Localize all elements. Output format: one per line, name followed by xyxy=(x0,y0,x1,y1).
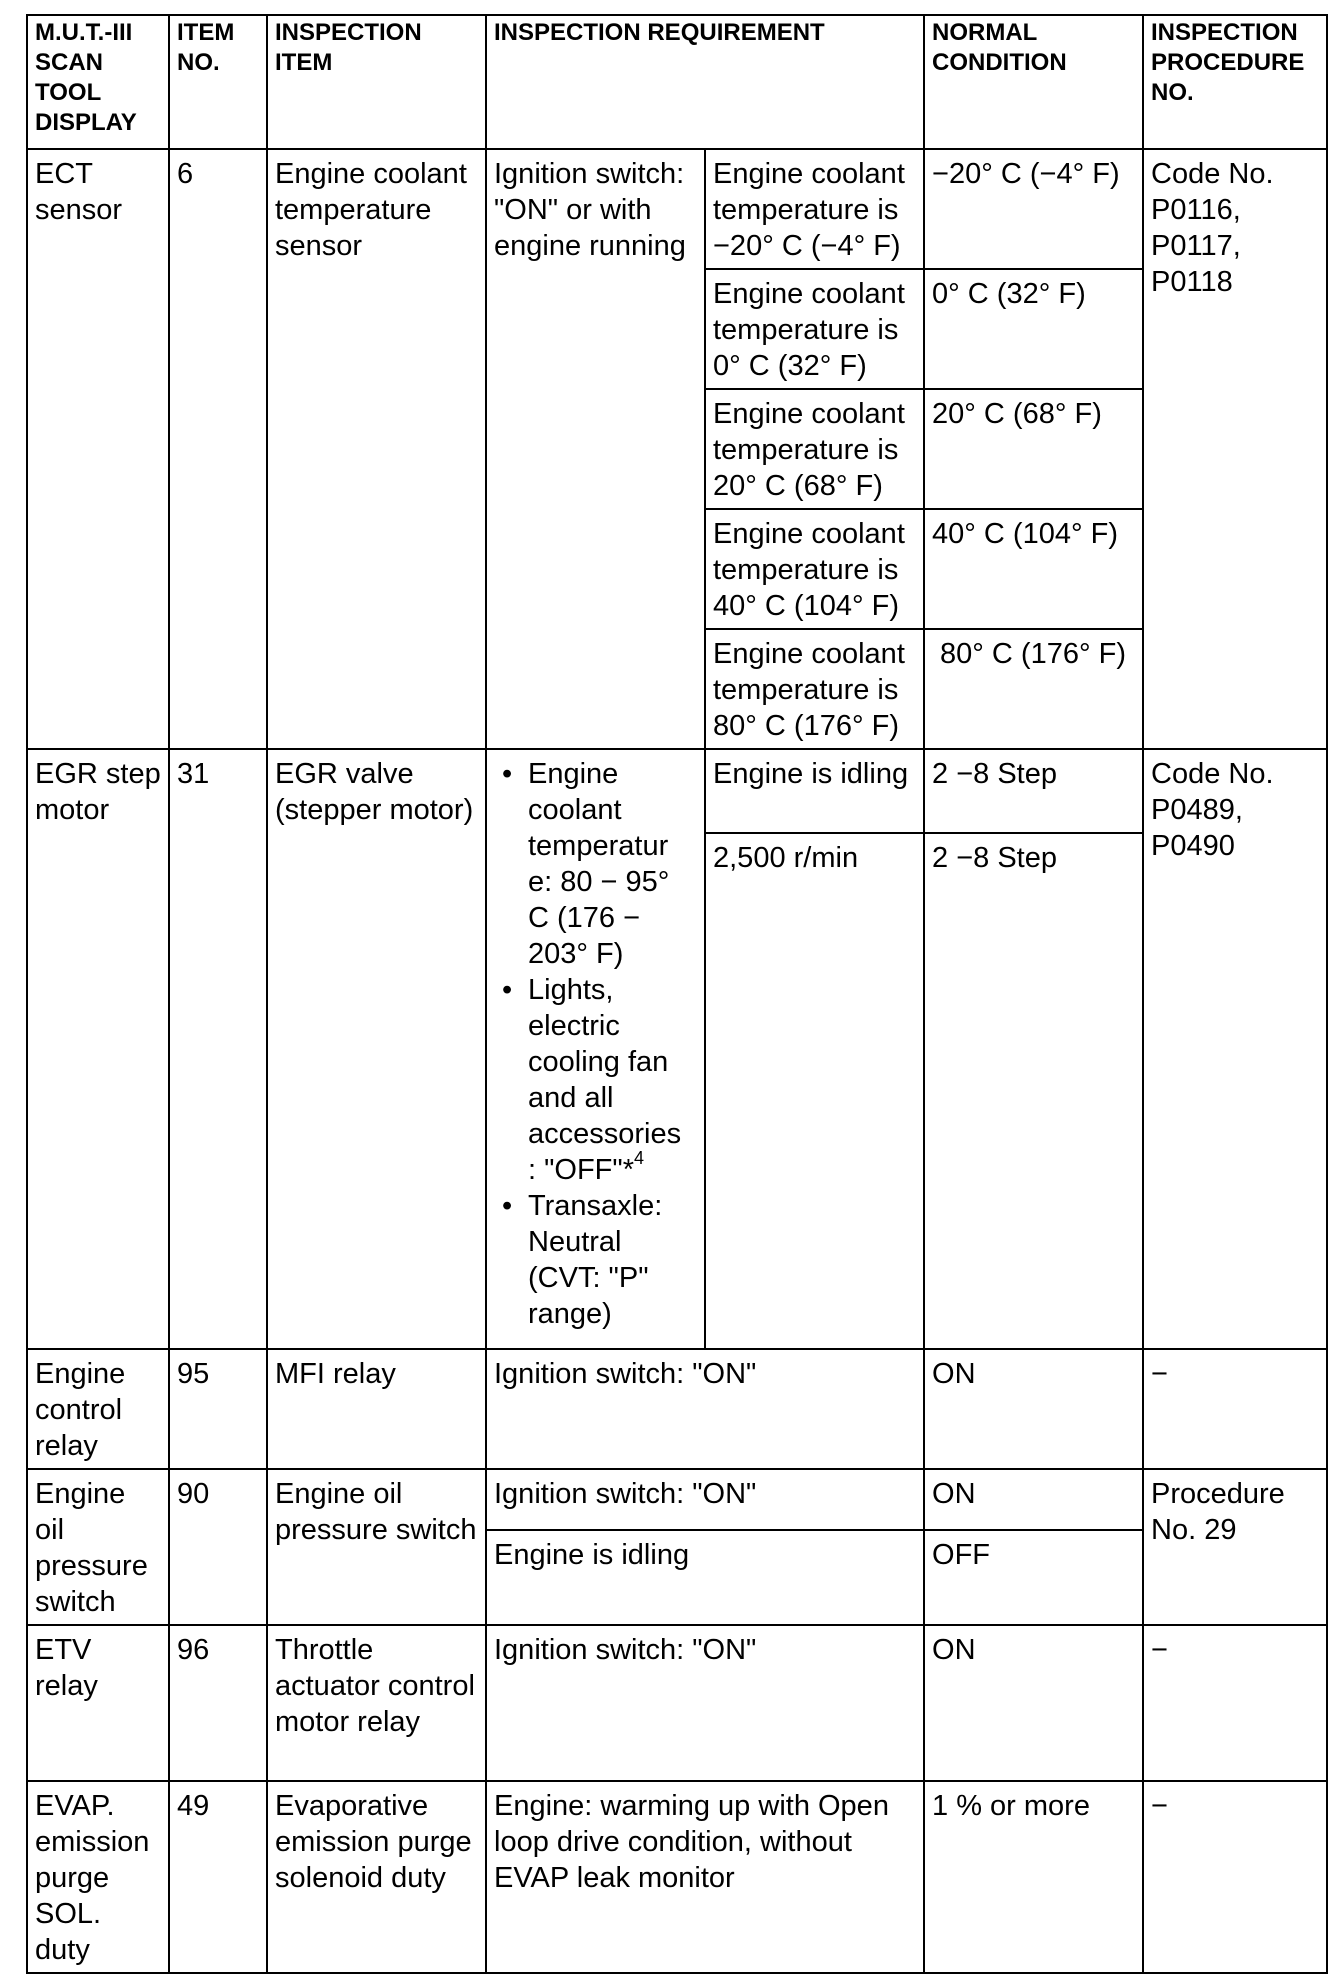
evap-requirement: Engine: warming up with Open loop drive condition, without EVAP leak monitor xyxy=(486,1781,924,1973)
egr-conditions xyxy=(486,749,705,1349)
list-item: • Engine coolant temperatur e: 80 − 95° C (176 − 203° F) xyxy=(528,756,697,972)
egr-item: EGR valve (stepper motor) xyxy=(267,749,486,1349)
evap-display: EVAP. emission purge SOL. duty xyxy=(27,1781,169,1973)
ecr-item: MFI relay xyxy=(267,1349,486,1469)
header-inspection-item: INSPECTION ITEM xyxy=(267,15,486,149)
ect-normal: 80° C (176° F) xyxy=(924,629,1143,749)
oil-item: Engine oil pressure switch xyxy=(267,1469,486,1625)
ect-normal: 20° C (68° F) xyxy=(924,389,1143,509)
ect-item-no: 6 xyxy=(169,149,267,749)
ecr-item-no: 95 xyxy=(169,1349,267,1469)
oil-requirement: Engine is idling xyxy=(486,1530,924,1625)
egr-normal: 2 −8 Step xyxy=(924,749,1143,833)
egr-condition-list xyxy=(494,756,697,1332)
evap-procedure: − xyxy=(1143,1781,1327,1973)
oil-display: Engine oil pressure switch xyxy=(27,1469,169,1625)
evap-item-no: 49 xyxy=(169,1781,267,1973)
ecr-requirement: Ignition switch: "ON" xyxy=(486,1349,924,1469)
ect-normal: 0° C (32° F) xyxy=(924,269,1143,389)
ecr-procedure: − xyxy=(1143,1349,1327,1469)
oil-procedure: Procedure No. 29 xyxy=(1143,1469,1327,1625)
list-item: • Transaxle: Neutral (CVT: "P" range) xyxy=(528,1188,697,1332)
oil-normal: ON xyxy=(924,1469,1143,1530)
table-row xyxy=(27,1349,1327,1469)
egr-display: EGR step motor xyxy=(27,749,169,1349)
oil-item-no: 90 xyxy=(169,1469,267,1625)
table-row xyxy=(27,1469,1327,1530)
egr-normal: 2 −8 Step xyxy=(924,833,1143,1349)
ect-item: Engine coolant temperature sensor xyxy=(267,149,486,749)
ect-requirement: Engine coolant temperature is 80° C (176° F) xyxy=(705,629,924,749)
table-row xyxy=(27,749,1327,833)
etv-normal: ON xyxy=(924,1625,1143,1781)
condition-text: Lights, electric cooling fan and all accessories : "OFF"* xyxy=(528,974,682,1186)
ect-requirement: Engine coolant temperature is −20° C (−4° F) xyxy=(705,149,924,269)
ect-normal: −20° C (−4° F) xyxy=(924,149,1143,269)
ecr-display: Engine control relay xyxy=(27,1349,169,1469)
header-normal: NORMAL CONDITION xyxy=(924,15,1143,149)
oil-normal: OFF xyxy=(924,1530,1143,1625)
table-row xyxy=(27,1625,1327,1781)
egr-item-no: 31 xyxy=(169,749,267,1349)
etv-item: Throttle actuator control motor relay xyxy=(267,1625,486,1781)
etv-requirement: Ignition switch: "ON" xyxy=(486,1625,924,1781)
header-row xyxy=(27,15,1327,149)
ect-requirement: Engine coolant temperature is 40° C (104° F) xyxy=(705,509,924,629)
ecr-normal: ON xyxy=(924,1349,1143,1469)
inspection-table xyxy=(26,14,1328,1974)
egr-requirement: Engine is idling xyxy=(705,749,924,833)
ect-requirement: Engine coolant temperature is 0° C (32° F) xyxy=(705,269,924,389)
etv-item-no: 96 xyxy=(169,1625,267,1781)
ect-condition: Ignition switch: "ON" or with engine running xyxy=(486,149,705,749)
ect-procedure: Code No. P0116, P0117, P0118 xyxy=(1143,149,1327,749)
evap-normal: 1 % or more xyxy=(924,1781,1143,1973)
header-display: M.U.T.-III SCAN TOOL DISPLAY xyxy=(27,15,169,149)
evap-item: Evaporative emission purge solenoid duty xyxy=(267,1781,486,1973)
footnote-ref: 4 xyxy=(633,1148,644,1169)
ect-requirement: Engine coolant temperature is 20° C (68° F) xyxy=(705,389,924,509)
list-item xyxy=(528,972,697,1188)
ect-display: ECT sensor xyxy=(27,149,169,749)
etv-display: ETV relay xyxy=(27,1625,169,1781)
header-requirement: INSPECTION REQUIREMENT xyxy=(486,15,924,149)
egr-procedure: Code No. P0489, P0490 xyxy=(1143,749,1327,1349)
etv-procedure: − xyxy=(1143,1625,1327,1781)
oil-requirement: Ignition switch: "ON" xyxy=(486,1469,924,1530)
ect-normal: 40° C (104° F) xyxy=(924,509,1143,629)
table-row xyxy=(27,149,1327,269)
header-item-no: ITEM NO. xyxy=(169,15,267,149)
header-procedure: INSPECTION PROCEDURE NO. xyxy=(1143,15,1327,149)
egr-requirement: 2,500 r/min xyxy=(705,833,924,1349)
table-row xyxy=(27,1781,1327,1973)
